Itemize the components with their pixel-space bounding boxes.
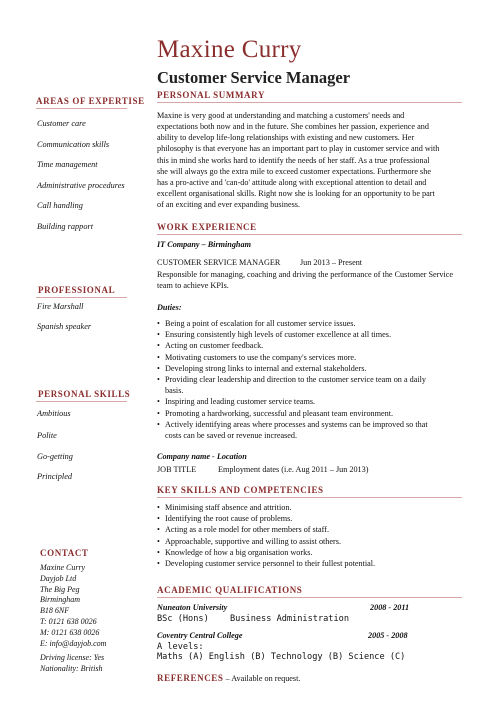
company-name: IT Company – Birmingham xyxy=(157,240,251,249)
contact-line: Birmingham xyxy=(40,595,80,605)
responsibility-line: team to achieve KPIs. xyxy=(157,281,229,291)
degree: BSc (Hons) xyxy=(157,614,209,624)
list-item: • Inspiring and leading customer service teams. xyxy=(157,396,428,407)
responsibility-text xyxy=(157,269,453,291)
expertise-item: Call handling xyxy=(37,201,83,210)
summary-line: this in mind she works hard to identify the needs of her staff. As a true professional xyxy=(157,155,430,165)
professional-heading: PROFESSIONAL xyxy=(38,285,116,295)
continuation-text: costs can be saved or revenue increased. xyxy=(165,431,298,441)
summary-line: ability to develop life-long relationships with existing and new customers. Her xyxy=(157,133,415,143)
summary-line: expectations both now and in the future. She combines her passion, experience and xyxy=(157,122,429,132)
experience-heading: WORK EXPERIENCE xyxy=(157,222,257,232)
contact-mobile: M: 0121 638 0026 xyxy=(40,627,100,637)
contact-line: Maxine Curry xyxy=(40,563,86,572)
contact-heading: CONTACT xyxy=(40,548,89,558)
contact-line: The Big Peg xyxy=(40,584,80,594)
contact-phone: T: 0121 638 0026 xyxy=(40,616,97,626)
school-name: Coventry Central College xyxy=(157,631,243,640)
duties-list xyxy=(157,318,428,441)
list-item: • Developing strong links to internal and external stakeholders. xyxy=(157,363,428,374)
skills-divider xyxy=(157,497,462,498)
expertise-item: Building rapport xyxy=(37,222,94,231)
summary-divider xyxy=(157,102,462,103)
expertise-item: Customer care xyxy=(37,119,86,128)
continuation-text: basis. xyxy=(165,386,184,396)
school-years: 2005 - 2008 xyxy=(368,631,408,640)
references-row xyxy=(157,668,300,686)
alevels-grades: Maths (A) English (B) Technology (B) Science (C) xyxy=(157,652,406,662)
expertise-item: Time management xyxy=(37,160,98,169)
employment-dates: Jun 2013 – Present xyxy=(300,258,363,267)
extra-details xyxy=(40,653,104,675)
role-title: JOB TITLE xyxy=(157,465,197,474)
degree-subject: Business Administration xyxy=(230,614,349,624)
list-item: • Actively identifying areas where processes and systems can be improved so that xyxy=(157,419,428,430)
summary-line: of an exciting and ever expanding business. xyxy=(157,200,301,210)
list-item-continuation xyxy=(157,385,428,396)
role-title: CUSTOMER SERVICE MANAGER xyxy=(157,258,281,267)
personal-skill-item: Principled xyxy=(37,472,73,481)
driving-license: Driving license: Yes xyxy=(40,653,105,662)
summary-line: philosophy is that everyone has an important part to play in customer service and with xyxy=(157,144,440,154)
employment-dates: Employment dates (i.e. Aug 2011 – Jun 2013) xyxy=(218,465,369,474)
personal-skills-divider xyxy=(36,401,127,402)
list-item: • Acting on customer feedback. xyxy=(157,340,428,351)
skills-list xyxy=(157,502,375,569)
list-item: • Motivating customers to use the company's services more. xyxy=(157,352,428,363)
contact-email[interactable]: E: info@dayjob.com xyxy=(40,638,107,648)
summary-heading: PERSONAL SUMMARY xyxy=(157,90,266,100)
contact-line: Dayjob Ltd xyxy=(40,573,77,583)
education-heading: ACADEMIC QUALIFICATIONS xyxy=(157,585,303,595)
summary-line: has a pro-active and 'can-do' attitude along with exceptional attention to detail and xyxy=(157,177,427,187)
personal-skill-item: Ambitious xyxy=(37,409,71,418)
list-item: • Being a point of escalation for all customer service issues. xyxy=(157,318,428,329)
school-name: Nuneaton University xyxy=(157,603,228,612)
alevels-label: A levels: xyxy=(157,642,204,652)
list-item-continuation xyxy=(157,430,428,441)
skills-heading: KEY SKILLS AND COMPETENCIES xyxy=(157,485,324,495)
expertise-divider xyxy=(36,108,127,109)
professional-divider xyxy=(36,297,127,298)
summary-line: Maxine is very good at understanding and matching a customers' needs and xyxy=(157,111,405,120)
candidate-name: Maxine Curry xyxy=(157,36,302,63)
list-item: • Identifying the root cause of problems. xyxy=(157,513,375,524)
professional-item: Fire Marshall xyxy=(37,302,84,311)
responsibility-line: Responsible for managing, coaching and driving the performance of the Customer Service xyxy=(157,270,454,279)
personal-skills-heading: PERSONAL SKILLS xyxy=(38,389,131,399)
job-title: Customer Service Manager xyxy=(157,68,351,87)
references-heading: REFERENCES xyxy=(157,673,224,683)
personal-skill-item: Go-getting xyxy=(37,452,73,461)
list-item: • Ensuring consistently high levels of customer excellence at all times. xyxy=(157,329,428,340)
company-name: Company name - Location xyxy=(157,452,247,461)
professional-item: Spanish speaker xyxy=(37,322,92,331)
summary-line: she will always go the extra mile to exceed customer expectations. Furthermore she xyxy=(157,166,431,176)
list-item: • Minimising staff absence and attrition. xyxy=(157,502,375,513)
expertise-item: Administrative procedures xyxy=(37,181,125,190)
expertise-heading: AREAS OF EXPERTISE xyxy=(36,96,145,106)
summary-line: excellent organisational skills. Right now she is looking for an opportunity to be part xyxy=(157,189,435,199)
list-item: • Acting as a role model for other members of staff. xyxy=(157,524,375,535)
personal-skill-item: Polite xyxy=(37,431,57,440)
experience-divider xyxy=(157,234,462,235)
education-divider xyxy=(157,597,462,598)
school-years: 2008 - 2011 xyxy=(370,603,410,612)
list-item: • Developing customer service personnel to their fullest potential. xyxy=(157,558,375,569)
duties-label: Duties: xyxy=(157,303,182,312)
list-item: • Promoting a hardworking, successful and pleasant team environment. xyxy=(157,408,428,419)
summary-text xyxy=(157,110,439,210)
list-item: • Providing clear leadership and direction to the customer service team on a daily xyxy=(157,374,428,385)
list-item: • Knowledge of how a big organisation works. xyxy=(157,547,375,558)
expertise-item: Communication skills xyxy=(37,140,110,149)
nationality: Nationality: British xyxy=(40,663,103,673)
list-item: • Approachable, supportive and willing to assist others. xyxy=(157,536,375,547)
contact-line: B18 6NF xyxy=(40,606,70,616)
references-text: – Available on request. xyxy=(223,674,301,683)
contact-details xyxy=(40,563,106,649)
